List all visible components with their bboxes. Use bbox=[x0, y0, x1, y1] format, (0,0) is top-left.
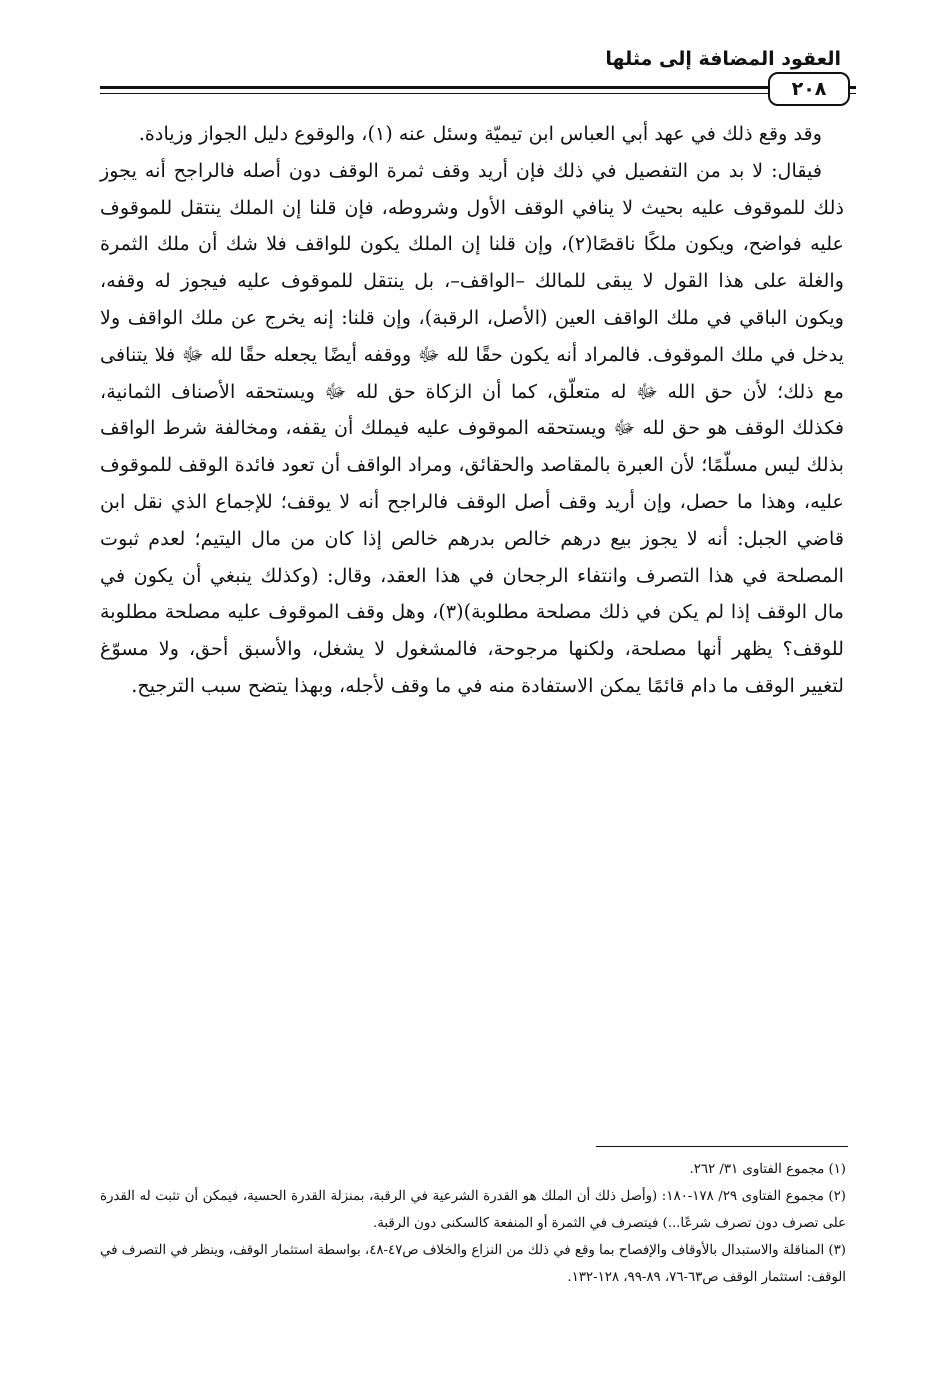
footnote: (٣) المناقلة والاستبدال بالأوقاف والإفصاح بما وقع في ذلك من النزاع والخلاف ص٤٧-٤٨، بواسطة استثمار الوقف، وينظر في التصرف في الوقف: استثمار الوقف ص٦٣-٧٦، ٨٩-٩٩، ١٢٨-١٣٢. bbox=[100, 1243, 846, 1285]
running-header-title: العقود المضافة إلى مثلها bbox=[605, 48, 841, 70]
footnotes bbox=[100, 1156, 846, 1291]
footnote: (٢) مجموع الفتاوى ٢٩/ ١٧٨-١٨٠: (وأصل ذلك أن الملك هو القدرة الشرعية في الرقبة، بمنزلة القدرة الحسية، فيمكن أن تثبت له القدرة على تصرف دون تصرف شرعًا...) فيتصرف في الثمرة أو المنفعة كالسكنى دون الرقبة. bbox=[100, 1189, 846, 1231]
header-rule-thick bbox=[100, 86, 768, 89]
footnote-separator bbox=[596, 1146, 848, 1147]
page-number: ٢٠٨ bbox=[768, 72, 850, 106]
main-text bbox=[100, 116, 844, 705]
paragraph: فيقال: لا بد من التفصيل في ذلك فإن أريد وقف ثمرة الوقف دون أصله فالراجح أنه يجوز ذلك للموقوف عليه بحيث لا ينافي الوقف الأول وشروطه، فإن قلنا إن الملك ينتقل للموقوف عليه فواضح، ويكون ملكًا ناقصًا(٢)، وإن قلنا إن الملك يكون للواقف فلا شك أن ملك الثمرة والغلة على هذا القول لا يبقى للمالك –الواقف–، بل ينتقل للموقوف عليه فيجوز له وقفه، ويكون الباقي في ملك الواقف العين (الأصل، الرقبة)، وإن قلنا: إنه يخرج عن ملك الواقف ولا يدخل في ملك الموقوف. فالمراد أنه يكون حقًا لله ﷻ ووقفه أيضًا يجعله حقًا لله ﷻ فلا يتنافى مع ذلك؛ لأن حق الله ﷻ له متعلّق، كما أن الزكاة حق لله ﷻ ويستحقه الأصناف الثمانية، فكذلك الوقف هو حق لله ﷻ ويستحقه الموقوف عليه فيملك أن يقفه، ومخالفة شرط الواقف بذلك ليس مسلّمًا؛ لأن العبرة بالمقاصد والحقائق، ومراد الواقف أن تعود فائدة الوقف للموقوف عليه، وهذا ما حصل، وإن أريد وقف أصل الوقف فالراجح أنه لا يوقف؛ للإجماع الذي نقل ابن قاضي الجبل: أنه لا يجوز بيع درهم خالص بدرهم خالص إذا كان من مال اليتيم؛ لعدم ثبوت المصلحة في هذا التصرف وانتفاء الرجحان في هذا العقد، وقال: (وكذلك ينبغي أن يكون في مال الوقف إذا لم يكن في ذلك مصلحة مطلوبة)(٣)، وهل وقف الموقوف عليه مصلحة مطلوبة للوقف؟ يظهر أنها مصلحة، ولكنها مرجوحة، فالمشغول لا يشغل، والأسبق أحق، ولا مسوّغ لتغيير الوقف ما دام قائمًا يمكن الاستفادة منه في ما وقف لأجله، وبهذا يتضح سبب الترجيح. bbox=[100, 158, 844, 697]
footnote: (١) مجموع الفتاوى ٣١/ ٢٦٢. bbox=[689, 1162, 846, 1177]
header-rule-thin bbox=[100, 93, 768, 94]
paragraph: وقد وقع ذلك في عهد أبي العباس ابن تيميّة وسئل عنه (١)، والوقوع دليل الجواز وزيادة. bbox=[138, 122, 822, 145]
